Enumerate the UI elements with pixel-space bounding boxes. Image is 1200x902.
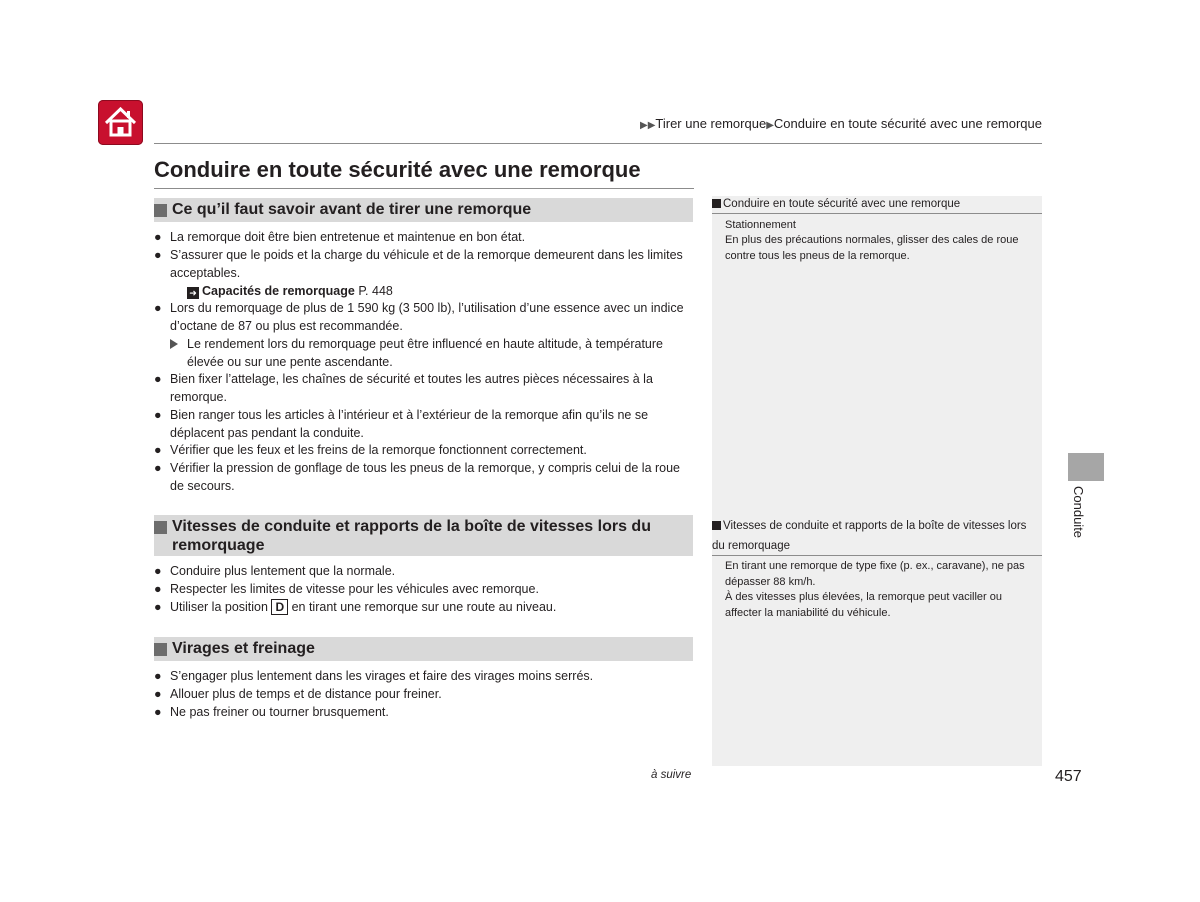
note-heading: Conduire en toute sécurité avec une remorque <box>712 194 1042 214</box>
list-item: ● Allouer plus de temps et de distance pour freiner. <box>154 687 442 701</box>
list-item: ● Lors du remorquage de plus de 1 590 kg (3 500 lb), l’utilisation d’une essence avec un indice d’octane de 87 ou plus est recommandée. <box>154 301 684 333</box>
breadcrumb-item-towing[interactable]: Tirer une remorque <box>655 116 767 131</box>
breadcrumb-arrow-icon: ▶▶ <box>640 120 656 131</box>
section-header-before-towing <box>154 198 693 222</box>
note-subheading: Stationnement <box>725 219 796 231</box>
section-heading: Virages et freinage <box>172 640 315 657</box>
sidebar-notes <box>712 196 1042 766</box>
page-number: 457 <box>1055 768 1082 785</box>
list-item: ● Bien ranger tous les articles à l’intérieur et à l’extérieur de la remorque afin qu’ils ne se déplacent pas pendant la conduite. <box>154 408 649 440</box>
section-square-icon <box>154 204 167 217</box>
page-title: Conduire en toute sécurité avec une remorque <box>154 157 641 182</box>
section-square-icon <box>154 643 167 656</box>
continued-label: à suivre <box>651 769 692 781</box>
reference-arrow-icon: ➜ <box>187 287 199 299</box>
cross-reference-link[interactable]: ➜ Capacités de remorquage P. 448 <box>187 282 393 300</box>
breadcrumb-arrow-icon: ▶ <box>766 120 774 131</box>
list-item: ● Vérifier la pression de gonflage de tous les pneus de la remorque, y compris celui de la roue de secours. <box>154 461 681 493</box>
list-item: ● Utiliser la position D en tirant une remorque sur une route au niveau. <box>154 600 557 614</box>
list-item: ● Respecter les limites de vitesse pour les véhicules avec remorque. <box>154 582 539 596</box>
note-text: En tirant une remorque de type fixe (p. ex., caravane), ne pas dépasser 88 km/h. <box>725 560 1025 588</box>
list-item: ● La remorque doit être bien entretenue et maintenue en bon état. <box>154 230 526 244</box>
note-text: En plus des précautions normales, glisser des cales de roue contre tous les pneus de la remorque. <box>725 234 1019 262</box>
breadcrumb-item-current: Conduire en toute sécurité avec une remorque <box>773 116 1042 131</box>
section-heading: Ce qu’il faut savoir avant de tirer une remorque <box>172 201 532 218</box>
chapter-tab[interactable] <box>1068 453 1104 481</box>
note-marker-icon <box>712 199 721 208</box>
section-heading: Vitesses de conduite et rapports de la boîte de vitesses lors du remorquage <box>172 518 651 554</box>
note-divider <box>712 213 1042 214</box>
list-item: ● Conduire plus lentement que la normale. <box>154 564 396 578</box>
section-header-turning-braking <box>154 637 693 661</box>
list-item: ● Ne pas freiner ou tourner brusquement. <box>154 705 389 719</box>
section-header-speeds-gears <box>154 515 693 556</box>
note-divider <box>712 555 1042 556</box>
header-divider <box>154 143 1042 144</box>
home-icon[interactable] <box>98 100 143 145</box>
list-item: ● S’engager plus lentement dans les virages et faire des virages moins serrés. <box>154 669 594 683</box>
list-item: ● Vérifier que les feux et les freins de la remorque fonctionnent correctement. <box>154 443 587 457</box>
note-heading: Vitesses de conduite et rapports de la boîte de vitesses lors du remorquage <box>712 520 1027 552</box>
note-text: À des vitesses plus élevées, la remorque peut vaciller ou affecter la maniabilité du véhicule. <box>725 591 1002 619</box>
section-square-icon <box>154 521 167 534</box>
breadcrumb <box>560 116 1042 131</box>
chapter-tab-label: Conduite <box>1071 486 1086 539</box>
note-marker-icon <box>712 521 721 530</box>
list-item: ● Bien fixer l’attelage, les chaînes de sécurité et toutes les autres pièces nécessaires à la remorque. <box>154 372 653 404</box>
note-arrow-icon <box>170 339 178 349</box>
list-item: ● S’assurer que le poids et la charge du véhicule et de la remorque demeurent dans les limites acceptables. <box>154 248 683 280</box>
gear-position-d-icon: D <box>271 599 288 615</box>
title-divider <box>154 188 694 189</box>
note-item: Le rendement lors du remorquage peut être influencé en haute altitude, à température élevée ou sur une pente ascendante. <box>170 335 694 371</box>
